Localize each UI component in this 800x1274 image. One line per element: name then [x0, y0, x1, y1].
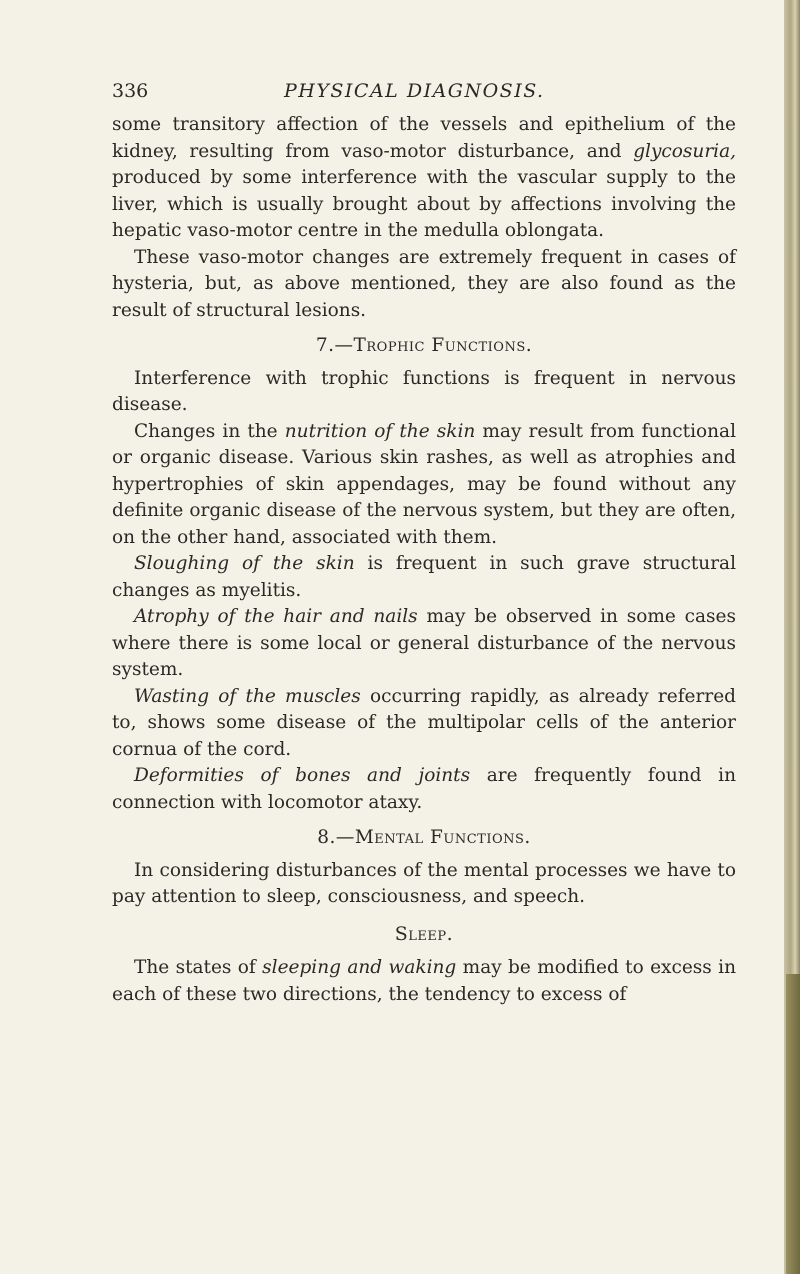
- paragraph: [112, 112, 736, 245]
- italic-term: Atrophy of the hair and nails: [134, 606, 418, 627]
- paragraph-text: are frequently found in connection with locomotor ataxy.: [112, 765, 736, 813]
- paragraph-text: produced by some interference with the vascular supply to the liver, which is usually brought about by affections involving the hepatic vaso-motor centre in the medulla oblongata.: [112, 167, 736, 241]
- paragraph: [112, 955, 736, 1008]
- paragraph: [112, 551, 736, 604]
- paragraph: In considering disturbances of the mental processes we have to pay attention to sleep, consciousness, and speech.: [112, 859, 736, 907]
- italic-term: glycosuria,: [633, 140, 736, 162]
- italic-term: sleeping and waking: [262, 957, 457, 978]
- page-edge-shadow: [786, 974, 800, 1274]
- section-number: 8.—: [317, 827, 355, 848]
- italic-term: Wasting of the muscles: [134, 685, 361, 707]
- paragraph: [112, 604, 736, 684]
- paragraph-text: is frequent in such grave structural changes as myelitis.: [112, 553, 736, 601]
- section-title: Trophic Functions.: [353, 335, 533, 356]
- paragraph-text: occurring rapidly, as already referred to, shows some disease of the multipolar cells of the anterior cornua of the cord.: [112, 685, 736, 760]
- section-heading-trophic: [112, 333, 736, 360]
- italic-term: Sloughing of the skin: [134, 553, 355, 574]
- paragraph-text: Changes in the: [134, 420, 285, 442]
- page-body: [112, 112, 736, 1008]
- page-header: [112, 80, 732, 110]
- italic-term: Deformities of bones and joints: [134, 765, 471, 786]
- paragraph: [112, 684, 736, 764]
- paragraph-text: may be observed in some cases where there is some local or general disturbance of the nervous system.: [112, 606, 736, 680]
- page-number: 336: [112, 80, 149, 102]
- section-title: Mental Functions.: [354, 827, 531, 848]
- section-number: 7.—: [315, 335, 354, 356]
- paragraph-text: may be modified to excess in each of these two directions, the tendency to excess of: [112, 957, 736, 1005]
- paragraph: [112, 763, 736, 816]
- section-heading-mental: [112, 825, 736, 852]
- italic-term: nutrition of the skin: [284, 420, 476, 442]
- paragraph: Interference with trophic functions is frequent in nervous disease.: [112, 367, 736, 415]
- paragraph: [112, 419, 736, 552]
- paragraph-text: some transitory affection of the vessels and epithelium of the kidney, resulting from vaso-motor disturbance, and: [112, 114, 736, 162]
- paragraph: These vaso-motor changes are extremely frequent in cases of hysteria, but, as above mentioned, they are also found as the result of structural lesions.: [112, 246, 736, 321]
- subsection-heading-sleep: Sleep.: [394, 922, 454, 945]
- paragraph-text: The states of: [134, 957, 263, 978]
- paragraph-text: may result from functional or organic disease. Various skin rashes, as well as atrophies and hypertrophies of skin appendages, may be found without any definite organic disease of the nervous system, but they are often, on the other hand, associated with them.: [112, 420, 737, 548]
- running-head: PHYSICAL DIAGNOSIS.: [284, 80, 545, 102]
